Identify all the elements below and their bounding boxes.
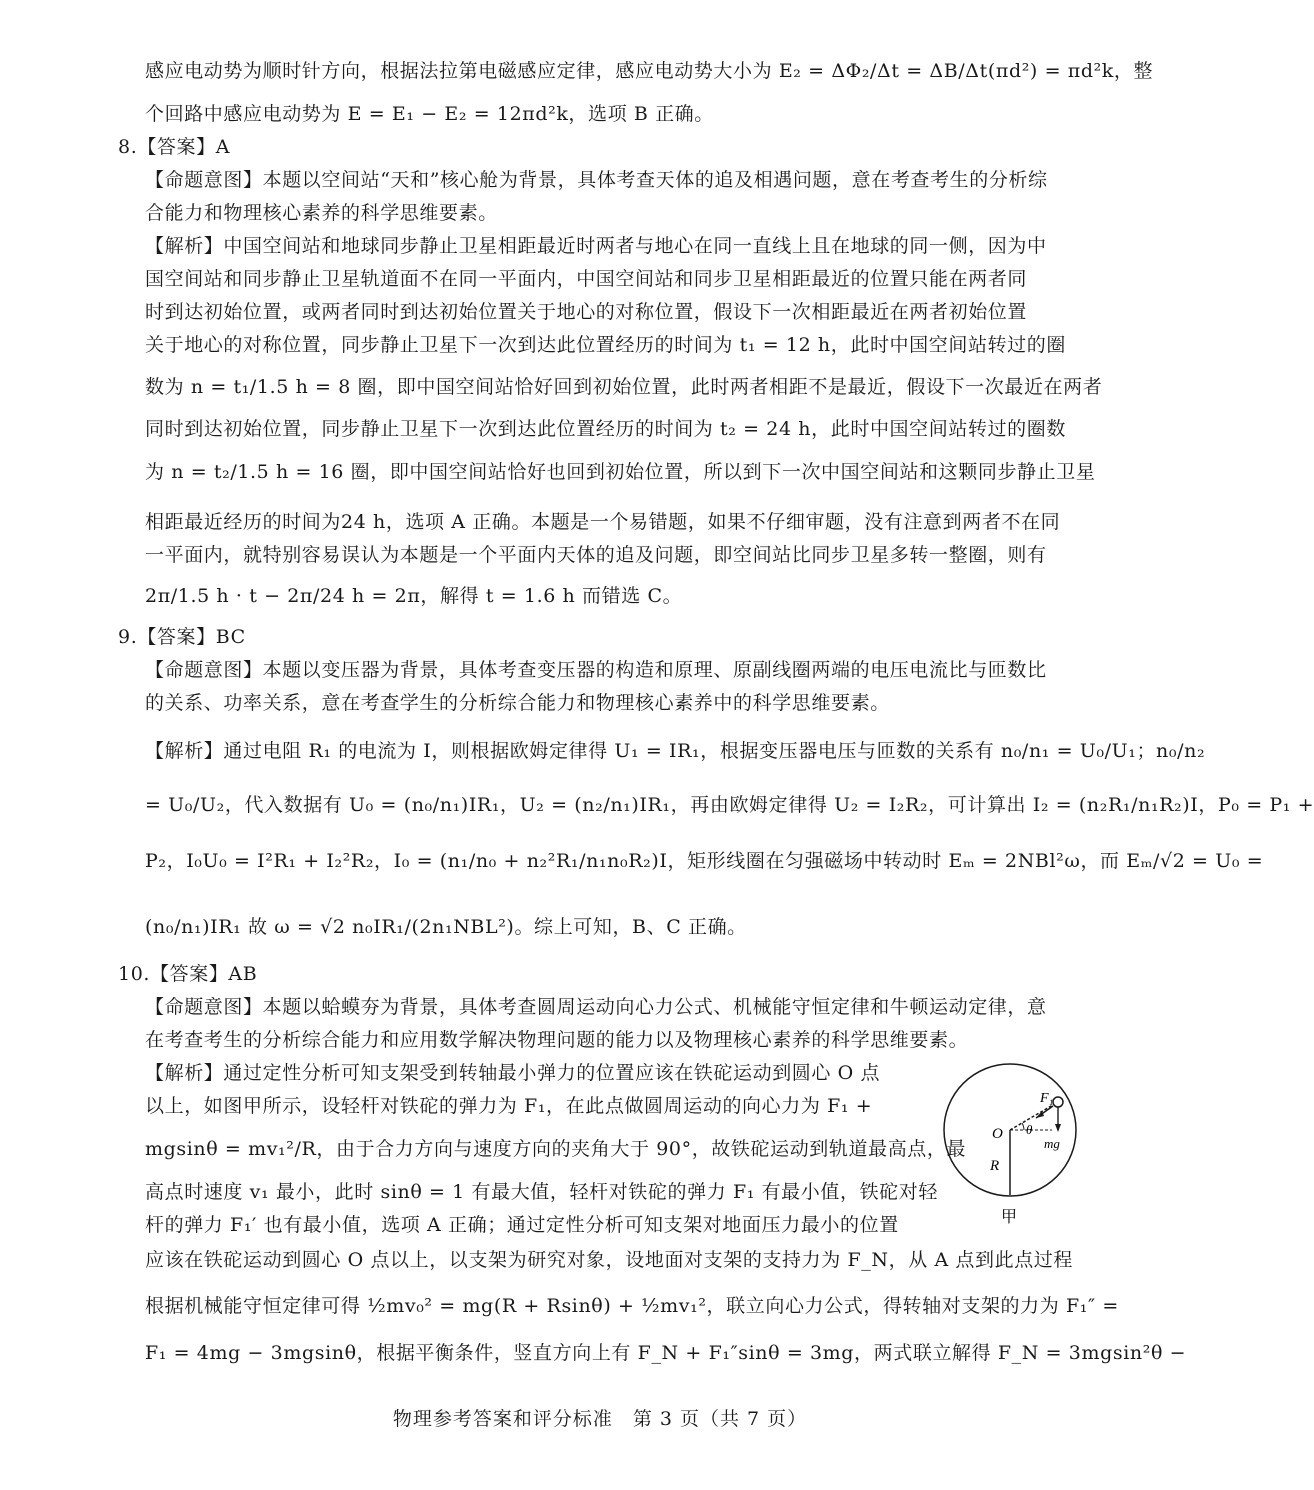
question-9-answer: 9.【答案】BC	[118, 626, 246, 648]
text-line: 同时到达初始位置，同步静止卫星下一次到达此位置经历的时间为 t₂ = 24 h，此时中国空间站转过的圈数	[145, 418, 1066, 440]
text-line: 时到达初始位置，或两者同时到达初始位置关于地心的对称位置，假设下一次相距最近在两者初始位置	[145, 301, 1028, 323]
text-line: 应该在铁砣运动到圆心 O 点以上，以支架为研究对象，设地面对支架的支持力为 F_N，从 A 点到此点过程	[145, 1249, 1074, 1271]
text-line: 杆的弹力 F₁′ 也有最小值，选项 A 正确；通过定性分析可知支架对地面压力最小的位置	[145, 1214, 899, 1236]
text-line: (n₀/n₁)IR₁ 故 ω = √2 n₀IR₁/(2n₁NBL²)。综上可知，B、C 正确。	[145, 916, 747, 938]
angle-label: θ	[1026, 1122, 1033, 1137]
text-line: F₁ = 4mg − 3mgsinθ，根据平衡条件，竖直方向上有 F_N + F₁″sinθ = 3mg，两式联立解得 F_N = 3mgsin²θ −	[145, 1342, 1187, 1364]
question-10-answer: 10.【答案】AB	[118, 963, 258, 985]
center-label: O	[992, 1126, 1003, 1142]
angle-arc	[1022, 1123, 1024, 1130]
text-line: 感应电动势为顺时针方向，根据法拉第电磁感应定律，感应电动势大小为 E₂ = ΔΦ₂/Δt = ΔB/Δt(πd²) = πd²k，整	[145, 60, 1154, 82]
question-9-intent: 【命题意图】本题以变压器为背景，具体考查变压器的构造和原理、原副线圈两端的电压电流比与匝数比	[145, 659, 1047, 681]
page-footer: 物理参考答案和评分标准 第 3 页（共 7 页）	[392, 1408, 808, 1430]
text-line: mgsinθ = mv₁²/R，由于合力方向与速度方向的夹角大于 90°，故铁砣运动到轨道最高点，最	[145, 1138, 967, 1160]
radius-label: R	[990, 1158, 1000, 1174]
text-line: 相距最近经历的时间为24 h，选项 A 正确。本题是一个易错题，如果不仔细审题，没有注意到两者不在同	[145, 511, 1061, 533]
text-line: 根据机械能守恒定律可得 ½mv₀² = mg(R + Rsinθ) + ½mv₁²，联立向心力公式，得转轴对支架的力为 F₁″ =	[145, 1295, 1119, 1317]
question-10-analysis: 【解析】通过定性分析可知支架受到转轴最小弹力的位置应该在铁砣运动到圆心 O 点	[145, 1062, 881, 1084]
question-9-analysis: 【解析】通过电阻 R₁ 的电流为 I，则根据欧姆定律得 U₁ = IR₁，根据变压器电压与匝数的关系有 n₀/n₁ = U₀/U₁；n₀/n₂	[145, 740, 1206, 762]
iron-mass	[1053, 1097, 1063, 1107]
text-line: 一平面内，就特别容易误认为本题是一个平面内天体的追及问题，即空间站比同步卫星多转一整圈，则有	[145, 544, 1047, 566]
circular-motion-figure	[940, 1060, 1080, 1230]
question-10-intent: 【命题意图】本题以蛤蟆夯为背景，具体考查圆周运动向心力公式、机械能守恒定律和牛顿运动定律，意	[145, 996, 1047, 1018]
text-line: 数为 n = t₁/1.5 h = 8 圈，即中国空间站恰好回到初始位置，此时两者相距不是最近，假设下一次最近在两者	[145, 376, 1103, 398]
question-8-answer: 8.【答案】A	[118, 136, 231, 158]
text-line: 以上，如图甲所示，设轻杆对铁砣的弹力为 F₁，在此点做圆周运动的向心力为 F₁ +	[145, 1095, 873, 1117]
question-8-analysis: 【解析】中国空间站和地球同步静止卫星相距最近时两者与地心在同一直线上且在地球的同一侧，因为中	[145, 235, 1047, 257]
text-line: 2π/1.5 h · t − 2π/24 h = 2π，解得 t = 1.6 h 而错选 C。	[145, 585, 683, 607]
figure-caption: 甲	[1001, 1207, 1018, 1226]
question-8-intent: 【命题意图】本题以空间站“天和”核心舱为背景，具体考查天体的追及相遇问题，意在考查考生的分析综	[145, 169, 1048, 191]
text-line: P₂，I₀U₀ = I²R₁ + I₂²R₂，I₀ = (n₁/n₀ + n₂²R₁/n₁n₀R₂)I，矩形线圈在匀强磁场中转动时 Eₘ = 2NBl²ω，而 Eₘ/√2 = U₀ =	[145, 850, 1264, 872]
text-line: 的关系、功率关系，意在考查学生的分析综合能力和物理核心素养中的科学思维要素。	[145, 692, 890, 714]
weight-arrowhead	[1055, 1124, 1061, 1132]
text-line: 关于地心的对称位置，同步静止卫星下一次到达此位置经历的时间为 t₁ = 12 h，此时中国空间站转过的圈	[145, 334, 1066, 356]
text-line: 国空间站和同步静止卫星轨道面不在同一平面内，中国空间站和同步卫星相距最近的位置只能在两者同	[145, 268, 1028, 290]
force-label: F₁	[1040, 1091, 1054, 1106]
weight-label: mg	[1044, 1136, 1060, 1151]
rod-line	[1010, 1102, 1058, 1130]
text-line: 合能力和物理核心素养的科学思维要素。	[145, 202, 498, 224]
text-line: 为 n = t₂/1.5 h = 16 圈，即中国空间站恰好也回到初始位置，所以到下一次中国空间站和这颗同步静止卫星	[145, 461, 1096, 483]
text-line: 高点时速度 v₁ 最小，此时 sinθ = 1 有最大值，轻杆对铁砣的弹力 F₁ 有最小值，铁砣对轻	[145, 1181, 938, 1203]
text-line: = U₀/U₂，代入数据有 U₀ = (n₀/n₁)IR₁，U₂ = (n₂/n₁)IR₁，再由欧姆定律得 U₂ = I₂R₂，可计算出 I₂ = (n₂R₁/n₁R₂)I，P₀ = P₁ +	[145, 794, 1314, 816]
text-line: 个回路中感应电动势为 E = E₁ − E₂ = 12πd²k，选项 B 正确。	[145, 103, 714, 125]
text-line: 在考查考生的分析综合能力和应用数学解决物理问题的能力以及物理核心素养的科学思维要素。	[145, 1029, 969, 1051]
